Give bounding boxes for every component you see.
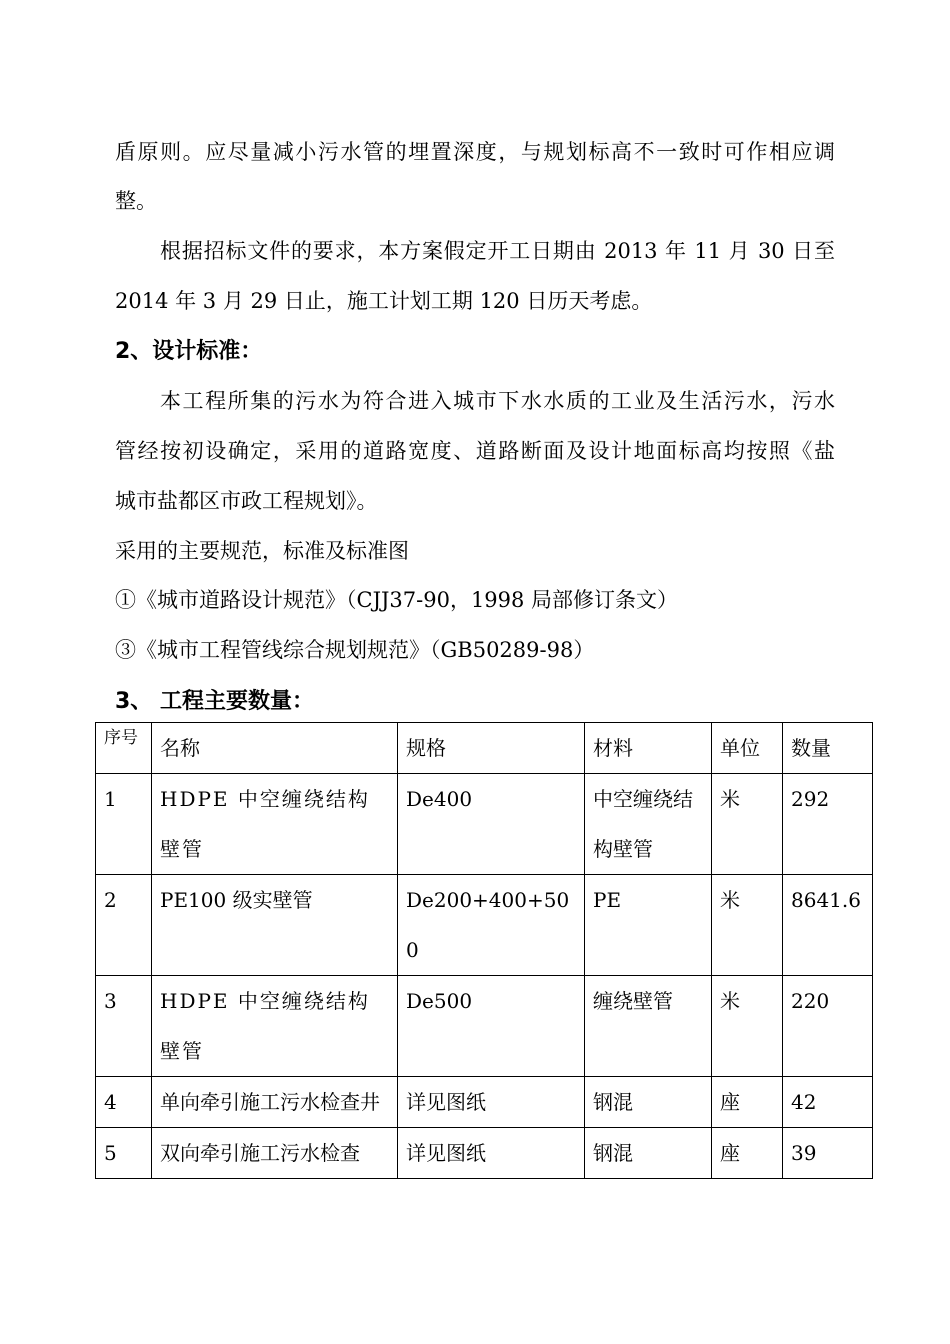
cell-no: 3: [96, 976, 152, 1077]
table-row: [96, 976, 873, 1077]
header-material: 材料: [585, 723, 712, 774]
table-row: [96, 774, 873, 875]
cell-quantity: 220: [783, 976, 873, 1077]
cell-spec: De400: [398, 774, 585, 875]
header-spec: 规格: [398, 723, 585, 774]
header-unit: 单位: [712, 723, 783, 774]
cell-material: PE: [585, 875, 712, 976]
cell-material: 钢混: [585, 1128, 712, 1179]
cell-quantity: 292: [783, 774, 873, 875]
standards-intro: 采用的主要规范，标准及标准图: [115, 539, 409, 563]
cell-unit: 座: [712, 1077, 783, 1128]
section-heading: 3、 工程主要数量：: [115, 689, 314, 714]
cell-no: 4: [96, 1077, 152, 1128]
cell-name: PE100 级实壁管: [152, 875, 398, 976]
cell-spec: 详见图纸: [398, 1077, 585, 1128]
table-row: [96, 875, 873, 976]
quantities-table: [95, 722, 873, 1179]
cell-no: 1: [96, 774, 152, 875]
table-row: [96, 1128, 873, 1179]
paragraph-line: 根据招标文件的要求，本方案假定开工日期由 2013 年 11 月 30 日至: [160, 239, 835, 263]
header-quantity: 数量: [783, 723, 873, 774]
table-header-row: [96, 723, 873, 774]
cell-quantity: 39: [783, 1128, 873, 1179]
cell-material: 缠绕壁管: [585, 976, 712, 1077]
header-no: 序号: [96, 723, 152, 774]
cell-unit: 米: [712, 875, 783, 976]
cell-name: 双向牵引施工污水检查: [152, 1128, 398, 1179]
cell-quantity: 8641.6: [783, 875, 873, 976]
standard-item: ①《城市道路设计规范》（CJJ37-90，1998 局部修订条文）: [115, 588, 679, 612]
cell-no: 5: [96, 1128, 152, 1179]
cell-unit: 座: [712, 1128, 783, 1179]
paragraph-line: 整。: [115, 189, 157, 213]
header-name: 名称: [152, 723, 398, 774]
cell-quantity: 42: [783, 1077, 873, 1128]
cell-spec: De200+400+500: [398, 875, 585, 976]
cell-name: HDPE 中空缠绕结构壁管: [152, 976, 398, 1077]
paragraph-line: 2014 年 3 月 29 日止，施工计划工期 120 日历天考虑。: [115, 289, 653, 313]
cell-unit: 米: [712, 774, 783, 875]
paragraph-line: 管经按初设确定，采用的道路宽度、道路断面及设计地面标高均按照《盐: [115, 439, 835, 463]
cell-no: 2: [96, 875, 152, 976]
cell-spec: 详见图纸: [398, 1128, 585, 1179]
paragraph-line: 城市盐都区市政工程规划》。: [115, 489, 378, 513]
cell-unit: 米: [712, 976, 783, 1077]
cell-material: 钢混: [585, 1077, 712, 1128]
cell-material: 中空缠绕结构壁管: [585, 774, 712, 875]
standard-item: ③《城市工程管线综合规划规范》（GB50289-98）: [115, 638, 595, 662]
cell-spec: De500: [398, 976, 585, 1077]
cell-name: 单向牵引施工污水检查井: [152, 1077, 398, 1128]
table-row: [96, 1077, 873, 1128]
paragraph-line: 本工程所集的污水为符合进入城市下水水质的工业及生活污水，污水: [160, 389, 835, 413]
section-heading: 2、设计标准：: [115, 339, 263, 364]
cell-name: HDPE 中空缠绕结构壁管: [152, 774, 398, 875]
paragraph-line: 盾原则。应尽量减小污水管的埋置深度，与规划标高不一致时可作相应调: [115, 140, 835, 164]
